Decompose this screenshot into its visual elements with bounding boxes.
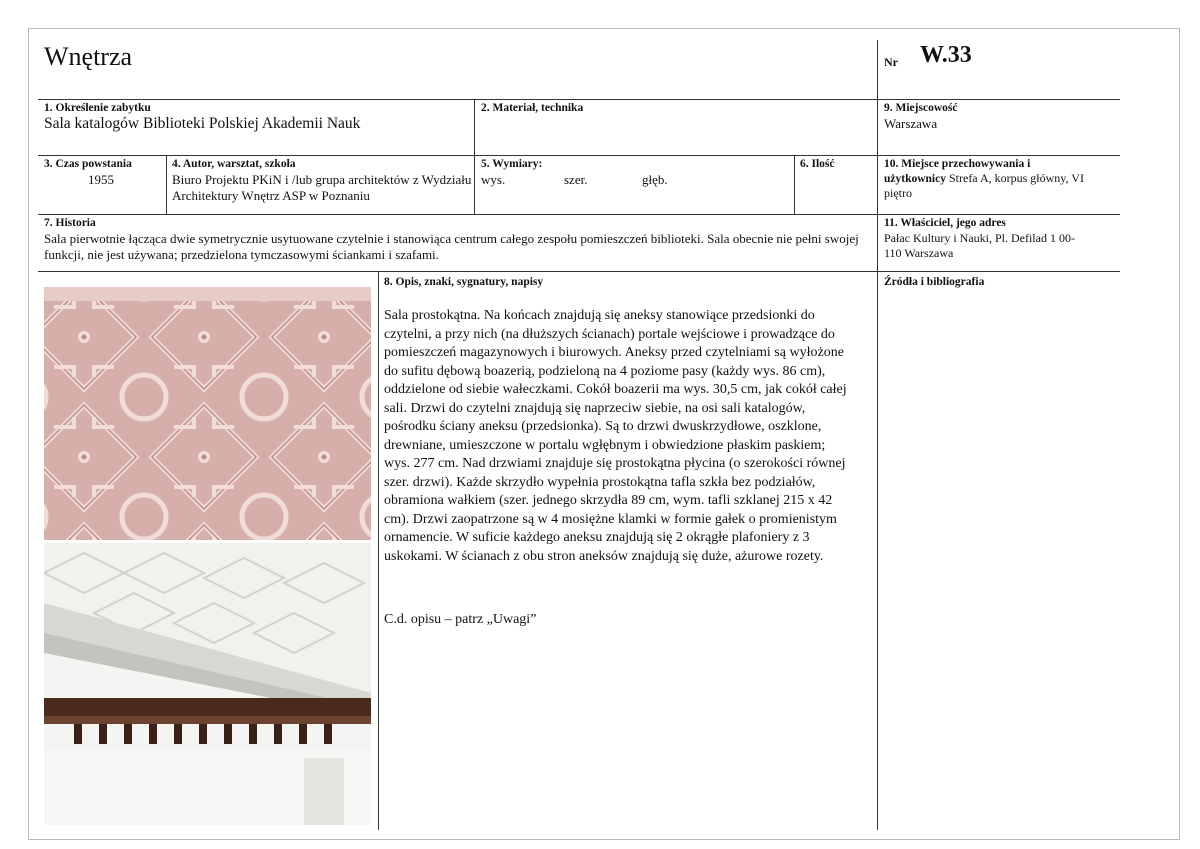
divider-row-2 xyxy=(38,155,1120,156)
category-title: Wnętrza xyxy=(44,42,133,71)
divider-right-column xyxy=(877,40,878,830)
divider-row-3 xyxy=(38,214,1120,215)
field-5-wys: wys. xyxy=(481,172,506,187)
field-6-label: 6. Ilość xyxy=(800,158,835,170)
divider-col-3 xyxy=(166,155,167,214)
field-2-label: 2. Materiał, technika xyxy=(481,102,584,114)
field-5-label: 5. Wymiary: xyxy=(481,158,543,170)
field-8-continuation: C.d. opisu – patrz „Uwagi” xyxy=(384,612,537,627)
field-3-label: 3. Czas powstania xyxy=(44,158,132,170)
field-7-value: Sala pierwotnie łącząca dwie symetrycznie usytuowane czytelnie i stanowiąca centrum całego zespołu pomieszczeń biblioteki. Sala obecnie nie pełni swojej funkcji, nie jest używana; przedzielona tymczasowymi ściankami i szafami. xyxy=(44,231,859,262)
field-3-value: 1955 xyxy=(88,172,114,187)
divider-row-1 xyxy=(38,99,1120,100)
field-7-label: 7. Historia xyxy=(44,217,96,229)
field-9-value: Warszawa xyxy=(884,116,938,131)
field-11-label: 11. Właściciel, jego adres xyxy=(884,217,1006,229)
field-4-label: 4. Autor, warsztat, szkoła xyxy=(172,158,296,170)
field-10-label: 10. Miejsce przechowywania i xyxy=(884,158,1031,170)
field-4-value: Biuro Projektu PKiN i /lub grupa architektów z Wydziału Architektury Wnętrz ASP w Poznaniu xyxy=(172,172,472,203)
ceiling-ornament-drawing xyxy=(44,287,371,540)
field-1-value: Sala katalogów Biblioteki Polskiej Akademii Nauk xyxy=(44,115,361,132)
field-11-value: Pałac Kultury i Nauki, Pl. Defilad 1 00-110 Warszawa xyxy=(884,231,1075,260)
room-ceiling-drawing xyxy=(44,543,371,825)
photo-room-ceiling-cornice xyxy=(44,543,371,825)
field-10-value: Strefa A, korpus główny, VI piętro xyxy=(884,171,1084,200)
nr-value: W.33 xyxy=(920,42,972,68)
field-10-value-block xyxy=(884,171,1114,201)
field-10-label-2: użytkownicy xyxy=(884,173,946,185)
field-9-label: 9. Miejscowość xyxy=(884,102,958,114)
sources-label: Źródła i bibliografia xyxy=(884,276,985,288)
divider-col-6 xyxy=(794,155,795,214)
field-8-value: Sala prostokątna. Na końcach znajdują się aneksy stanowiące przedsionki do czytelni, a przy nich (na dłuższych ścianach) portale wejściowe i prowadzące do pomieszczeń magazynowych i biurowych. Aneksy przed czytelniami są wyłożone do sufitu dębową boazerią, podzieloną na 4 poziome pasy (każdy wys. 86 cm), oddzielone od siebie wałeczkami. Cokół boazerii ma wys. 30,5 cm, jak cokół całej sali. Drzwi do czytelni znajdują się naprzeciw siebie, na osi sali katalogów, pośrodku ściany aneksu (przedsionka). Są to drzwi dwuskrzydłowe, oszklone, drewniane, umieszczone w portalu wgłębnym i obwiedzione płaskim paskiem; wys. 277 cm. Nad drzwiami znajduje się prostokątna płycina (o szerokości równej szer. drzwi). Każde skrzydło wypełnia prostokątna tafla szkła bez podziałów, obramiona wałkiem (szer. jednego skrzydła 89 cm, wym. tafli szklanej 215 x 42 cm). Drzwi zaopatrzone są w 4 mosiężne klamki w formie gałek o promienistym ornamencie. W suficie każdego aneksu znajdują się 2 okrągłe plafoniery z 3 uskokami. W ścianach z obu stron aneksów znajdują się duże, ażurowe rozety. xyxy=(384,308,847,564)
divider-photo-column xyxy=(378,271,379,830)
divider-row-4 xyxy=(38,271,1120,272)
field-5-szer: szer. xyxy=(564,172,588,187)
field-5-gleb: głęb. xyxy=(642,172,668,187)
nr-label: Nr xyxy=(884,55,898,69)
divider-col-2 xyxy=(474,99,475,214)
field-8-label: 8. Opis, znaki, sygnatury, napisy xyxy=(384,276,544,288)
field-1-label: 1. Określenie zabytku xyxy=(44,102,151,114)
photo-ceiling-ornament xyxy=(44,287,371,540)
